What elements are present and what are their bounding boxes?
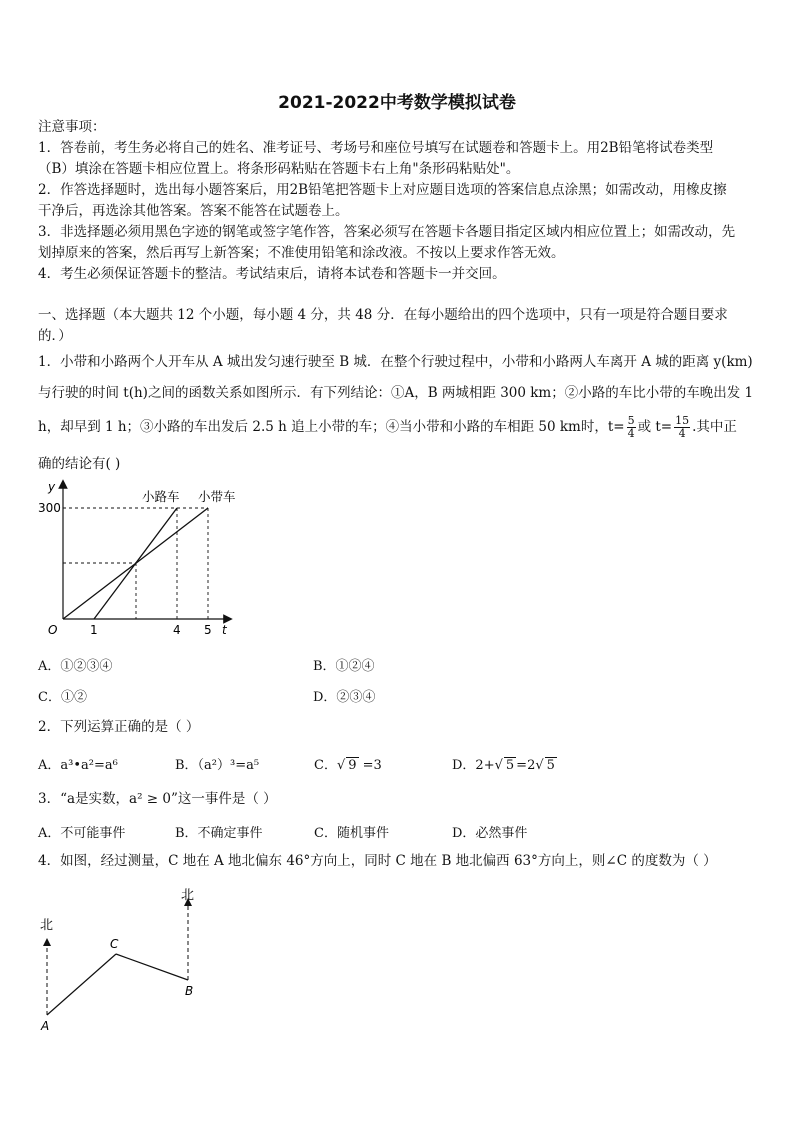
q1-option-c[interactable]: C．①② [38, 690, 87, 705]
q1-option-a[interactable]: A．①②③④ [38, 659, 113, 674]
notice-line: 4．考生必须保证答题卡的整洁。考试结束后，请将本试卷和答题卡一并交回。 [38, 266, 506, 282]
q1-line3-post: .其中正 [692, 419, 737, 435]
x-tick-4: 4 [173, 623, 181, 637]
series-label-xiaodai: 小带车 [198, 489, 236, 504]
north-label-left: 北 [40, 918, 54, 933]
q3-stem: 3．“a是实数，a² ≥ 0”这一事件是（ ） [38, 791, 277, 807]
fraction-numerator: 5 [627, 414, 635, 427]
radical-sign: √ [535, 758, 544, 773]
notice-line: 划掉原来的答案，然后再写上新答案；不准使用铅笔和涂改液。不按以上要求作答无效。 [38, 245, 565, 261]
option-letter: C． [314, 758, 337, 773]
page-title: 2021-2022中考数学模拟试卷 [278, 93, 516, 113]
q1-stem-line: 确的结论有( ) [38, 456, 121, 472]
notice-line: 3．非选择题必须用黑色字迹的钢笔或签字笔作答，答案必须写在答题卡各题目指定区域内相应位置上；如需改动，先 [38, 224, 736, 240]
section-heading: 一、选择题（本大题共 12 个小题，每小题 4 分，共 48 分．在每小题给出的四个选项中，只有一项是符合题目要求 [38, 307, 728, 323]
point-a-label: A [41, 1019, 50, 1033]
option-result: =3 [358, 758, 382, 773]
radical-sign: √ [336, 758, 346, 773]
point-c-label: C [110, 937, 119, 951]
section-heading-cont: 的．） [38, 328, 72, 344]
notice-line: 1．答卷前，考生务必将自己的姓名、准考证号、考场号和座位号填写在试题卷和答题卡上。用2B铅笔将试卷类型 [38, 140, 714, 156]
q1-stem-line [38, 415, 737, 440]
q1-option-d[interactable]: D．②③④ [313, 690, 376, 705]
x-axis-label: t [222, 623, 227, 637]
notice-line: （B）填涂在答题卡相应位置上。将条形码粘贴在答题卡右上角"条形码粘贴处"。 [38, 161, 520, 177]
q1-stem-line: 与行驶的时间 t(h)之间的函数关系如图所示．有下列结论：①A，B 两城相距 300 km；②小路的车比小带的车晚出发 1 [38, 385, 754, 401]
q3-option-d[interactable]: D．必然事件 [452, 826, 528, 841]
q2-stem: 2．下列运算正确的是（ ） [38, 719, 200, 735]
q3-option-c[interactable]: C．随机事件 [314, 826, 389, 841]
radicand: 9 [348, 758, 357, 773]
q1-distance-time-graph [38, 478, 268, 640]
fraction-numerator: 15 [675, 414, 690, 427]
q1-line3-pre: h，却早到 1 h；③小路的车出发后 2.5 h 追上小带的车；④当小带和小路的车相距 50 km时，t= [38, 419, 625, 435]
q4-stem: 4．如图，经过测量，C 地在 A 地北偏东 46°方向上，同时 C 地在 B 地北偏西 63°方向上，则∠C 的度数为（ ） [38, 853, 717, 869]
fraction-denominator: 4 [678, 427, 686, 440]
segment-ac [47, 954, 116, 1015]
option-result: =2 [516, 758, 536, 773]
q1-line3-mid: 或 t= [637, 419, 673, 435]
notice-line: 2．作答选择题时，选出每小题答案后，用2B铅笔把答题卡上对应题目选项的答案信息点涂黑；如需改动，用橡皮擦 [38, 182, 727, 198]
radicand: 5 [546, 758, 555, 773]
q2-option-d[interactable] [452, 754, 557, 773]
origin-label: O [48, 623, 58, 637]
y-axis-label: y [48, 480, 56, 494]
x-tick-1: 1 [90, 623, 98, 637]
xiaolu-line [94, 508, 177, 619]
q1-stem-line: 1．小带和小路两个人开车从 A 城出发匀速行驶至 B 城．在整个行驶过程中，小带和小路两人车离开 A 城的距离 y(km) [38, 354, 753, 370]
x-tick-5: 5 [204, 623, 212, 637]
q1-option-b[interactable]: B．①②④ [313, 659, 375, 674]
q2-option-a[interactable]: A．a³•a²=a⁶ [38, 758, 118, 773]
q2-option-b[interactable]: B．（a²）³=a⁵ [175, 758, 260, 773]
notice-heading: 注意事项： [38, 119, 106, 135]
segment-cb [116, 954, 188, 980]
north-label-right: 北 [181, 888, 195, 903]
q3-option-a[interactable]: A．不可能事件 [38, 826, 126, 841]
option-letter: D．2+ [452, 758, 495, 773]
fraction-5-4 [627, 415, 636, 440]
radicand: 5 [505, 758, 515, 773]
series-label-xiaolu: 小路车 [142, 489, 180, 504]
q3-option-b[interactable]: B．不确定事件 [175, 826, 263, 841]
point-b-label: B [185, 984, 194, 998]
radical-sign: √ [494, 758, 503, 773]
fraction-denominator: 4 [627, 427, 635, 440]
y-tick-300: 300 [38, 501, 61, 515]
q2-option-c[interactable] [314, 754, 382, 773]
fraction-15-4 [674, 415, 690, 440]
notice-line: 干净后，再选涂其他答案。答案不能答在试题卷上。 [38, 203, 349, 219]
q4-direction-figure [32, 880, 212, 1040]
